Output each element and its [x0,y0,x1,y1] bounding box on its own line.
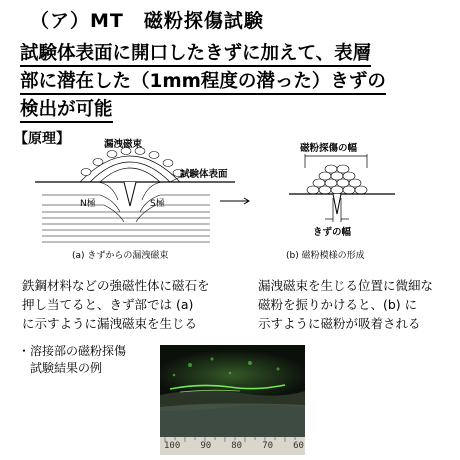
flaw-notch [124,182,136,206]
caption-a: (a) きずからの漏洩磁束 [72,251,169,261]
n-pole-label: N極 [80,199,96,209]
summary-line-1: 試験体表面に開口したきずに加えて、表層 [20,43,371,67]
desc-left: 鉄鋼材料などの強磁性体に磁石を 押し当てると、きず部では (a) に示すように漏洩磁束を生じる [22,278,210,331]
desc-right: 漏洩磁束を生じる位置に微細な 磁粉を振りかけると、(b) に 示すように磁粉が吸着される [258,278,434,331]
arrow-icon [218,196,252,206]
surface-label: 試験体表面 [180,169,228,180]
diagram-leakage-flux [20,140,250,250]
summary-line-2: 部に潜在した（1mm程度の潜った）きずの [20,71,386,95]
flaw-notch-b [333,194,341,214]
magnetic-particles [307,165,367,194]
page-title: （ア）MT 磁粉探傷試験 [30,10,264,32]
flaw-width-label: きずの幅 [313,227,352,238]
principle-label: 【原理】 [14,131,70,147]
inspection-photo [160,345,305,455]
caption-b: (b) 磁粉模様の形成 [286,251,365,261]
flux-label: 漏洩磁束 [104,139,143,150]
summary-line-3: 検出が可能 [20,99,113,123]
s-pole-label: S極 [150,199,165,209]
photo-illustration [160,345,305,455]
ruler-numbers: 100 90 80 70 60 [164,441,304,451]
example-label: ・溶接部の磁粉探傷 試験結果の例 [18,344,127,375]
summary-heading [20,40,450,124]
width-label: 磁粉探傷の幅 [300,143,358,154]
